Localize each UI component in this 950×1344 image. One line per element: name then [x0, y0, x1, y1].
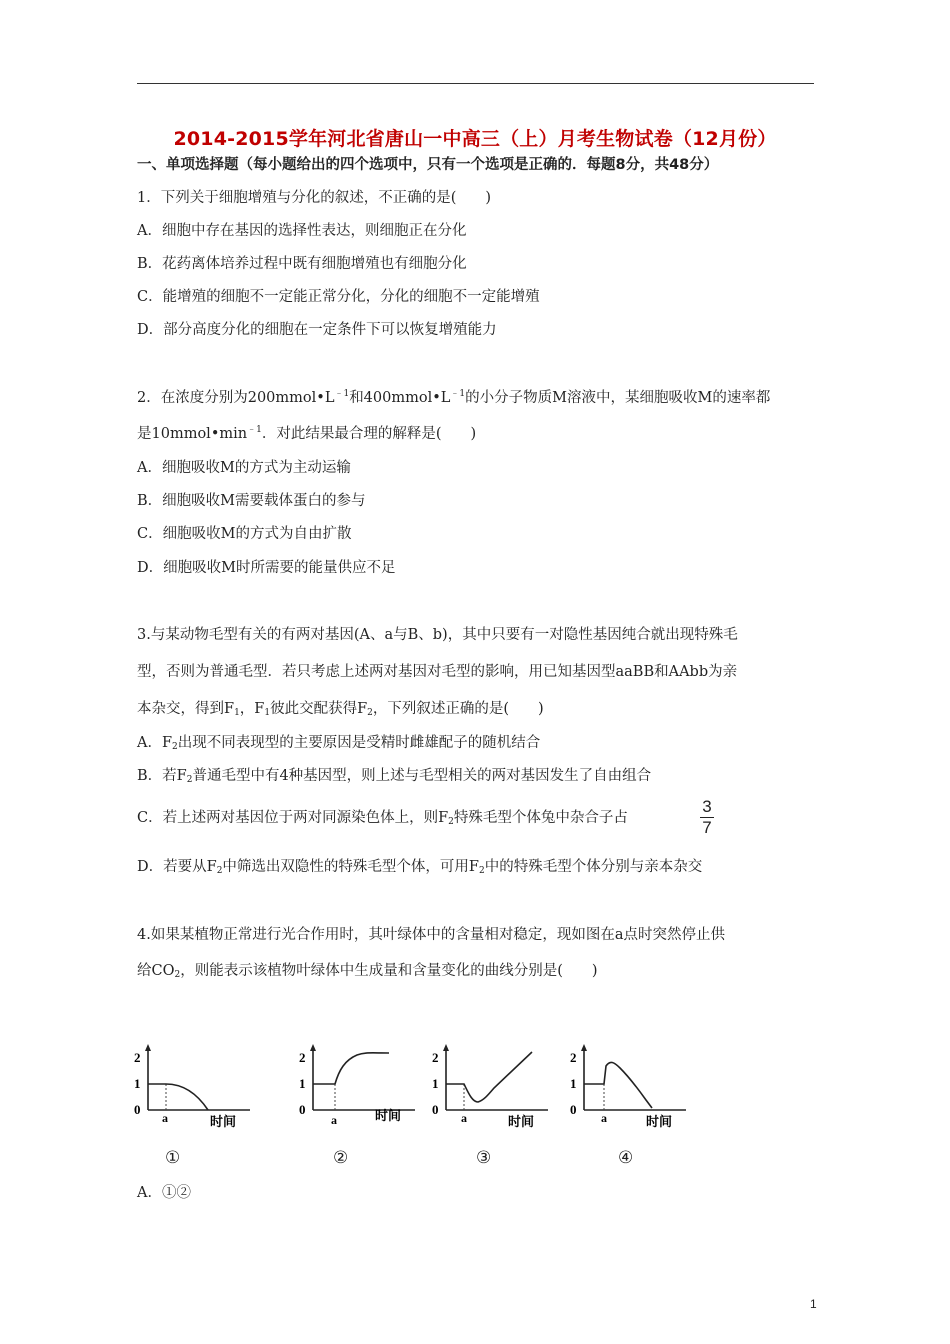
graph-label-3: ③ — [476, 1148, 492, 1168]
curve — [584, 1062, 652, 1108]
x-axis-label: 时间 — [375, 1109, 402, 1124]
q2-option-a: A．细胞吸收M的方式为主动运输 — [137, 460, 351, 476]
x-marker-a: a — [331, 1113, 337, 1127]
fraction-denominator: 7 — [702, 818, 712, 837]
graph-3 — [428, 1040, 558, 1130]
q1-option-c: C．能增殖的细胞不一定能正常分化，分化的细胞不一定能增殖 — [137, 289, 540, 305]
y-tick-2: 2 — [299, 1050, 306, 1065]
y-tick-0: 0 — [432, 1102, 439, 1117]
graph-label-2: ② — [333, 1148, 349, 1168]
q2-stem-line2: 是$10mmol•\min^{﹣1}$．对此结果最合理的解释是( ) — [137, 425, 477, 442]
x-marker-a: a — [601, 1111, 607, 1125]
graph-label-4: ④ — [618, 1148, 634, 1168]
curve — [446, 1052, 532, 1102]
graph-4-svg — [566, 1040, 696, 1130]
y-tick-0: 0 — [134, 1102, 141, 1117]
q3-stem-line2: 型，否则为普通毛型．若只考虑上述两对基因对毛型的影响，用已知基因型aaBB和AAbb为亲 — [137, 664, 738, 680]
graph-4 — [566, 1040, 696, 1130]
graph-1 — [130, 1040, 260, 1130]
graph-label-1: ① — [165, 1148, 181, 1168]
q3-stem-line3: 本杂交，得到$F_1$，$F_1$彼此交配获得$F_2$，下列叙述正确的是( ) — [137, 701, 544, 718]
y-axis-arrow — [310, 1044, 316, 1051]
q3-option-a: A．$F_2$出现不同表现型的主要原因是受精时雌雄配子的随机结合 — [137, 735, 541, 752]
y-tick-0: 0 — [299, 1102, 306, 1117]
curve — [148, 1084, 208, 1110]
q4-stem-line1: 4.如果某植物正常进行光合作用时，其叶绿体中的含量相对稳定，现如图在a点时突然停止供 — [137, 927, 725, 943]
y-tick-1: 1 — [570, 1076, 577, 1091]
x-axis-label: 时间 — [508, 1115, 535, 1130]
q4-option-a: A．①② — [137, 1185, 191, 1201]
q3-option-c: C．若上述两对基因位于两对同源染色体上，则$F_2$特殊毛型个体兔中杂合子占 — [137, 810, 628, 827]
q3-option-d: D．若要从$F_2$中筛选出双隐性的特殊毛型个体，可用$F_2$中的特殊毛型个体分别与亲本杂交 — [137, 859, 703, 876]
y-axis-arrow — [443, 1044, 449, 1051]
curve — [313, 1053, 389, 1084]
graph-2 — [295, 1040, 425, 1130]
fraction-numerator: 3 — [702, 797, 712, 816]
q2-stem-line1: 2．在浓度分别为$200mmol•L^{﹣1}$和$400mmol•L^{﹣1}$的小分子物质M溶液中，某细胞吸收M的速率都 — [137, 389, 771, 406]
y-tick-1: 1 — [432, 1076, 439, 1091]
graph-2-svg — [295, 1040, 425, 1130]
y-tick-2: 2 — [432, 1050, 439, 1065]
q2-option-b: B．细胞吸收M需要载体蛋白的参与 — [137, 493, 366, 509]
graph-1-svg — [130, 1040, 260, 1130]
y-tick-0: 0 — [570, 1102, 577, 1117]
y-tick-2: 2 — [134, 1050, 141, 1065]
page-title: 2014-2015学年河北省唐山一中高三（上）月考生物试卷（12月份） — [173, 128, 777, 150]
y-tick-2: 2 — [570, 1050, 577, 1065]
graph-3-svg — [428, 1040, 558, 1130]
q2-option-d: D．细胞吸收M时所需要的能量供应不足 — [137, 560, 396, 576]
x-axis-label: 时间 — [646, 1115, 673, 1130]
section-heading: 一、单项选择题（每小题给出的四个选项中，只有一个选项是正确的．每题8分，共48分） — [137, 157, 719, 173]
q2-option-c: C．细胞吸收M的方式为自由扩散 — [137, 526, 352, 542]
x-marker-a: a — [461, 1111, 467, 1125]
q1-option-d: D．部分高度分化的细胞在一定条件下可以恢复增殖能力 — [137, 322, 497, 338]
q3-stem-line1: 3.与某动物毛型有关的有两对基因(A、a与B、b)，其中只要有一对隐性基因纯合就出现特殊毛 — [137, 627, 738, 643]
q1-option-b: B．花药离体培养过程中既有细胞增殖也有细胞分化 — [137, 256, 467, 272]
q4-stem-line2: 给$CO_2$，则能表示该植物叶绿体中生成量和含量变化的曲线分别是( ) — [137, 963, 598, 980]
q3-fraction — [700, 798, 714, 837]
y-tick-1: 1 — [299, 1076, 306, 1091]
q3-option-b: B．若$F_2$普通毛型中有4种基因型，则上述与毛型相关的两对基因发生了自由组合 — [137, 768, 652, 785]
q1-stem: 1．下列关于细胞增殖与分化的叙述，不正确的是( ) — [137, 190, 492, 206]
header-rule — [137, 83, 814, 84]
x-axis-label: 时间 — [210, 1115, 237, 1130]
x-marker-a: a — [162, 1111, 168, 1125]
q1-option-a: A．细胞中存在基因的选择性表达，则细胞正在分化 — [137, 223, 467, 239]
page-number: 1 — [810, 1297, 817, 1311]
y-axis-arrow — [581, 1044, 587, 1051]
y-tick-1: 1 — [134, 1076, 141, 1091]
y-axis-arrow — [145, 1044, 151, 1051]
